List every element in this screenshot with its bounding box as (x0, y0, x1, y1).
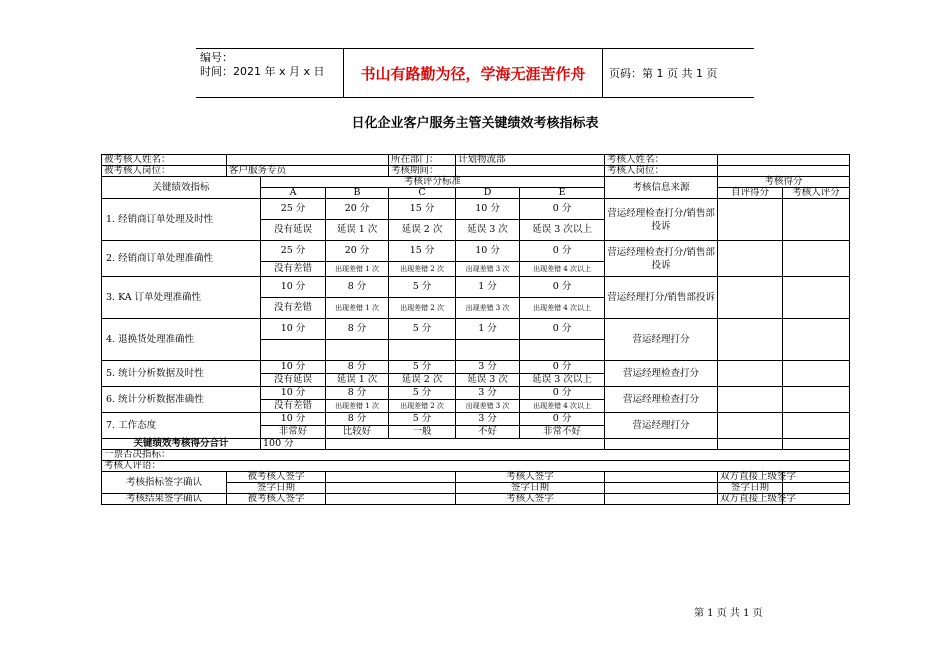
sign-label: 双方直接上级签字 (718, 494, 783, 505)
self-score-header: 自评得分 (718, 188, 783, 199)
kpi-row (102, 319, 850, 340)
score-cell: 0 分 (520, 199, 605, 220)
info-row-2 (102, 166, 850, 177)
desc-cell: 没有延误 (261, 374, 326, 387)
total-row (102, 439, 850, 450)
desc-cell (261, 340, 326, 361)
score-cell: 10 分 (261, 413, 326, 426)
score-cell: 5 分 (389, 387, 456, 400)
score-cell: 5 分 (389, 319, 456, 340)
score-cell: 10 分 (261, 361, 326, 374)
desc-cell: 延误 3 次以上 (520, 220, 605, 241)
confirm-row-1 (102, 472, 850, 483)
kpi-name: 3. KA 订单处理准确性 (102, 277, 261, 319)
score-cell: 10 分 (456, 241, 520, 262)
sign-field[interactable] (326, 472, 456, 483)
level-a: A (261, 188, 326, 199)
confirm-label: 考核指标签字确认 (102, 472, 227, 494)
assessor-score-cell[interactable] (783, 241, 850, 277)
assessor-name-value[interactable] (718, 155, 850, 166)
kpi-row (102, 241, 850, 262)
desc-cell: 出现差错 4 次以上 (520, 262, 605, 277)
document-title: 日化企业客户服务主管关键绩效考核指标表 (351, 116, 599, 131)
motto: 书山有路勤为径，学海无涯苦作舟 (344, 49, 603, 97)
desc-cell: 延误 2 次 (389, 220, 456, 241)
score-header: 考核得分 (718, 177, 850, 188)
sign-label: 签字日期 (456, 483, 605, 494)
assessor-score-cell[interactable] (783, 319, 850, 361)
page-footer: 第 1 页 共 1 页 (694, 608, 763, 619)
score-cell: 15 分 (389, 241, 456, 262)
sign-label: 签字日期 (718, 483, 783, 494)
assessor-score-cell[interactable] (783, 387, 850, 413)
assessee-name-label: 被考核人姓名： (102, 155, 227, 166)
desc-cell: 延误 2 次 (389, 374, 456, 387)
dept-label: 所在部门： (389, 155, 456, 166)
post-value: 客户服务专员 (227, 166, 389, 177)
score-cell: 20 分 (326, 199, 389, 220)
score-cell: 10 分 (261, 319, 326, 340)
score-cell: 1 分 (456, 277, 520, 298)
desc-cell (326, 340, 389, 361)
total-value: 100 分 (261, 439, 326, 450)
desc-cell: 出现差错 4 次以上 (520, 400, 605, 413)
score-cell: 25 分 (261, 199, 326, 220)
kpi-row (102, 277, 850, 298)
score-cell: 8 分 (326, 277, 389, 298)
source-cell: 营运经理检查打分 (605, 361, 718, 387)
score-cell: 0 分 (520, 241, 605, 262)
sign-field[interactable] (326, 494, 456, 505)
kpi-name: 7. 工作态度 (102, 413, 261, 439)
score-cell: 8 分 (326, 361, 389, 374)
desc-cell: 不好 (456, 426, 520, 439)
kpi-name: 1. 经销商订单处理及时性 (102, 199, 261, 241)
result-row (102, 494, 850, 505)
assessor-score-cell[interactable] (783, 413, 850, 439)
assessor-score-cell[interactable] (783, 199, 850, 241)
sign-label: 被考核人签字 (227, 472, 326, 483)
kpi-row (102, 413, 850, 426)
number-label: 编号： (200, 51, 233, 64)
score-cell: 0 分 (520, 387, 605, 400)
comment-row-label: 考核人评语： (102, 461, 850, 472)
desc-cell: 没有延误 (261, 220, 326, 241)
self-score-cell[interactable] (718, 241, 783, 277)
desc-cell: 出现差错 4 次以上 (520, 298, 605, 319)
self-score-cell[interactable] (718, 413, 783, 439)
desc-cell: 出现差错 2 次 (389, 262, 456, 277)
score-cell: 15 分 (389, 199, 456, 220)
kpi-row (102, 199, 850, 220)
assessee-name-value[interactable] (227, 155, 389, 166)
score-cell: 10 分 (261, 277, 326, 298)
assessor-post-value[interactable] (718, 166, 850, 177)
header-row-1 (102, 177, 850, 188)
source-cell: 营运经理打分/销售部投诉 (605, 277, 718, 319)
source-header: 考核信息来源 (605, 177, 718, 199)
sign-label: 被考核人签字 (227, 494, 326, 505)
assessor-score-header: 考核人评分 (783, 188, 850, 199)
desc-cell: 一般 (389, 426, 456, 439)
veto-row-label: 一票否决指标： (102, 450, 850, 461)
desc-cell: 出现差错 1 次 (326, 400, 389, 413)
kpi-name: 5. 统计分析数据及时性 (102, 361, 261, 387)
kpi-name: 4. 退换货处理准确性 (102, 319, 261, 361)
score-cell: 5 分 (389, 361, 456, 374)
desc-cell (456, 340, 520, 361)
score-cell: 0 分 (520, 361, 605, 374)
desc-cell: 没有差错 (261, 298, 326, 319)
dept-value: 计划物流部 (456, 155, 605, 166)
self-score-cell[interactable] (718, 277, 783, 319)
sign-field[interactable] (326, 483, 456, 494)
source-cell: 营运经理检查打分/销售部投诉 (605, 241, 718, 277)
desc-cell: 延误 3 次以上 (520, 374, 605, 387)
source-cell: 营运经理打分 (605, 319, 718, 361)
sign-label: 签字日期 (227, 483, 326, 494)
desc-cell: 延误 1 次 (326, 374, 389, 387)
desc-cell: 延误 3 次 (456, 220, 520, 241)
score-cell: 3 分 (456, 387, 520, 400)
score-cell: 5 分 (389, 277, 456, 298)
sign-field[interactable] (783, 483, 850, 494)
assessor-score-cell[interactable] (783, 361, 850, 387)
sign-field[interactable] (605, 494, 718, 505)
veto-row (102, 450, 850, 461)
self-score-cell[interactable] (718, 361, 783, 387)
score-cell: 8 分 (326, 319, 389, 340)
period-value[interactable] (456, 166, 605, 177)
desc-cell (520, 340, 605, 361)
assessor-score-cell[interactable] (783, 277, 850, 319)
desc-cell: 出现差错 3 次 (456, 400, 520, 413)
desc-cell: 比较好 (326, 426, 389, 439)
desc-cell: 没有差错 (261, 262, 326, 277)
score-cell: 0 分 (520, 319, 605, 340)
score-cell: 25 分 (261, 241, 326, 262)
self-score-cell[interactable] (718, 387, 783, 413)
total-blank (326, 439, 605, 450)
sign-label: 考核人签字 (456, 472, 605, 483)
desc-cell: 延误 1 次 (326, 220, 389, 241)
level-e: E (520, 188, 605, 199)
desc-cell: 出现差错 2 次 (389, 298, 456, 319)
header-meta (196, 49, 344, 97)
standard-header: 考核评分标准 (261, 177, 605, 188)
score-cell: 0 分 (520, 277, 605, 298)
score-cell: 5 分 (389, 413, 456, 426)
comment-row (102, 461, 850, 472)
score-cell: 10 分 (261, 387, 326, 400)
self-score-cell[interactable] (718, 319, 783, 361)
kpi-name: 2. 经销商订单处理准确性 (102, 241, 261, 277)
post-label: 被考核人岗位： (102, 166, 227, 177)
kpi-table (101, 154, 850, 505)
assessor-name-label: 考核人姓名： (605, 155, 718, 166)
score-cell: 8 分 (326, 413, 389, 426)
kpi-header: 关键绩效指标 (102, 177, 261, 199)
level-b: B (326, 188, 389, 199)
score-cell: 10 分 (456, 199, 520, 220)
score-cell: 3 分 (456, 361, 520, 374)
desc-cell: 出现差错 3 次 (456, 298, 520, 319)
period-label: 考核期间： (389, 166, 456, 177)
desc-cell: 出现差错 2 次 (389, 400, 456, 413)
kpi-row (102, 387, 850, 400)
desc-cell: 没有差错 (261, 400, 326, 413)
score-cell: 0 分 (520, 413, 605, 426)
desc-cell: 出现差错 3 次 (456, 262, 520, 277)
result-label: 考核结果签字确认 (102, 494, 227, 505)
level-c: C (389, 188, 456, 199)
score-cell: 3 分 (456, 413, 520, 426)
total-self-score[interactable] (718, 439, 783, 450)
info-row-1 (102, 155, 850, 166)
desc-cell: 出现差错 1 次 (326, 262, 389, 277)
total-source-blank (605, 439, 718, 450)
time-label: 时间：2021 年 x 月 x 日 (200, 65, 325, 78)
sign-label: 考核人签字 (456, 494, 605, 505)
kpi-name: 6. 统计分析数据准确性 (102, 387, 261, 413)
document-header (196, 48, 754, 98)
self-score-cell[interactable] (718, 199, 783, 241)
source-cell: 营运经理检查打分/销售部投诉 (605, 199, 718, 241)
total-assessor-score[interactable] (783, 439, 850, 450)
source-cell: 营运经理打分 (605, 413, 718, 439)
desc-cell (389, 340, 456, 361)
desc-cell: 延误 3 次 (456, 374, 520, 387)
desc-cell: 非常好 (261, 426, 326, 439)
desc-cell: 非常不好 (520, 426, 605, 439)
source-cell: 营运经理检查打分 (605, 387, 718, 413)
sign-field[interactable] (605, 472, 718, 483)
score-cell: 8 分 (326, 387, 389, 400)
total-label: 关键绩效考核得分合计 (102, 439, 261, 450)
level-d: D (456, 188, 520, 199)
score-cell: 20 分 (326, 241, 389, 262)
sign-label: 双方直接上级签字 (718, 472, 783, 483)
sign-field[interactable] (605, 483, 718, 494)
page-label: 页码：第 1 页 共 1 页 (609, 67, 718, 80)
desc-cell: 出现差错 1 次 (326, 298, 389, 319)
score-cell: 1 分 (456, 319, 520, 340)
assessor-post-label: 考核人岗位： (605, 166, 718, 177)
kpi-row (102, 361, 850, 374)
